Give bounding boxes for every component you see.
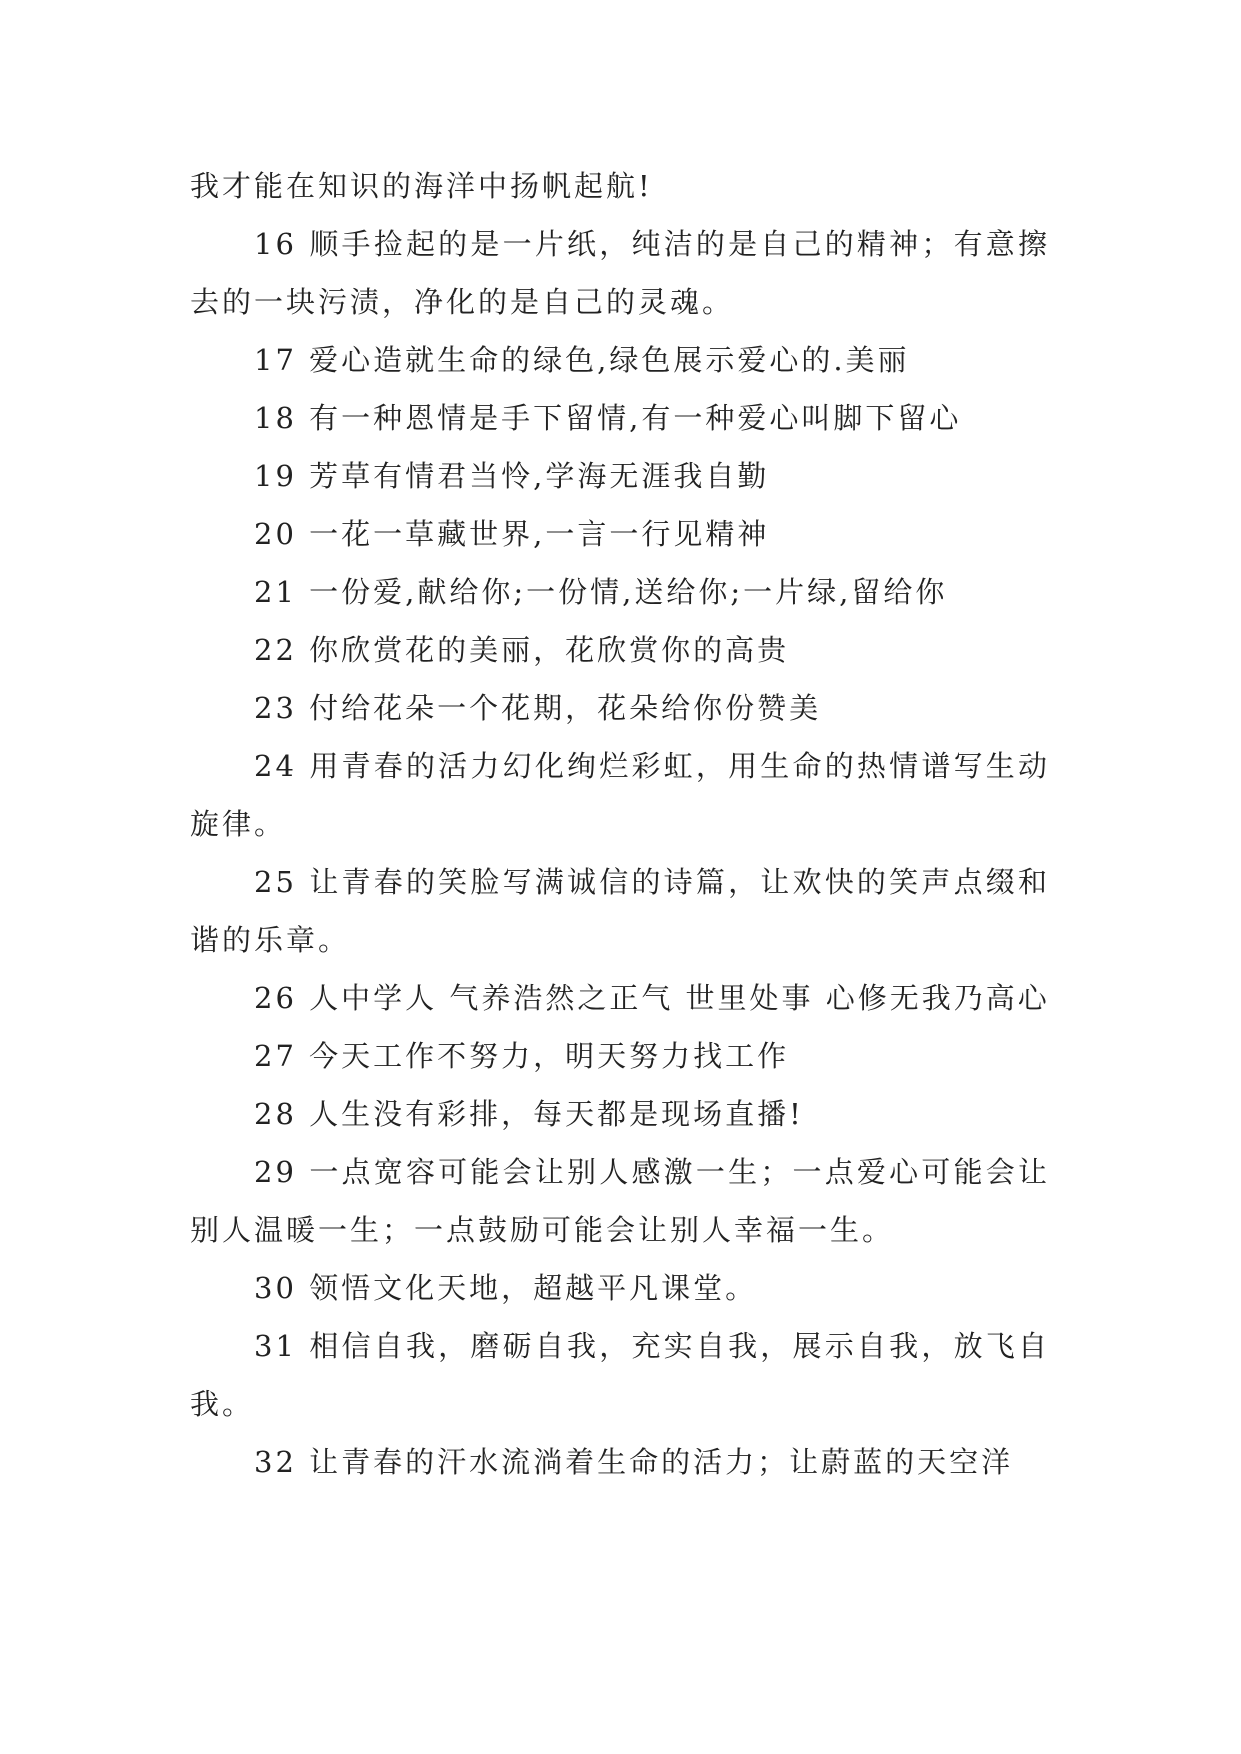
paragraph: 27 今天工作不努力，明天努力找工作 (254, 1039, 790, 1073)
paragraph: 19 芳草有情君当怜,学海无涯我自勤 (254, 459, 770, 493)
paragraph: 29 一点宽容可能会让别人感激一生；一点爱心可能会让别人温暖一生；一点鼓励可能会让别人幸福一生。 (190, 1155, 1050, 1247)
paragraph: 22 你欣赏花的美丽，花欣赏你的高贵 (254, 633, 790, 667)
paragraph: 我才能在知识的海洋中扬帆起航! (190, 169, 653, 203)
paragraph: 21 一份爱,献给你;一份情,送给你;一片绿,留给你 (254, 575, 948, 609)
document-body (190, 157, 1050, 1491)
paragraph: 20 一花一草藏世界,一言一行见精神 (254, 517, 770, 551)
paragraph: 25 让青春的笑脸写满诚信的诗篇，让欢快的笑声点缀和谐的乐章。 (190, 865, 1050, 957)
paragraph: 17 爱心造就生命的绿色,绿色展示爱心的.美丽 (254, 343, 910, 377)
paragraph: 32 让青春的汗水流淌着生命的活力；让蔚蓝的天空洋 (254, 1445, 1014, 1479)
paragraph: 26 人中学人 气养浩然之正气 世里处事 心修无我乃高心 (254, 981, 1050, 1015)
paragraph: 24 用青春的活力幻化绚烂彩虹，用生命的热情谱写生动旋律。 (190, 749, 1050, 841)
paragraph: 30 领悟文化天地，超越平凡课堂。 (254, 1271, 758, 1305)
paragraph: 31 相信自我，磨砺自我，充实自我，展示自我，放飞自我。 (190, 1329, 1050, 1421)
paragraph: 16 顺手捡起的是一片纸，纯洁的是自己的精神；有意擦去的一块污渍，净化的是自己的灵魂。 (190, 227, 1050, 319)
paragraph: 28 人生没有彩排，每天都是现场直播! (254, 1097, 804, 1131)
paragraph: 18 有一种恩情是手下留情,有一种爱心叫脚下留心 (254, 401, 962, 435)
paragraph: 23 付给花朵一个花期，花朵给你份赞美 (254, 691, 822, 725)
